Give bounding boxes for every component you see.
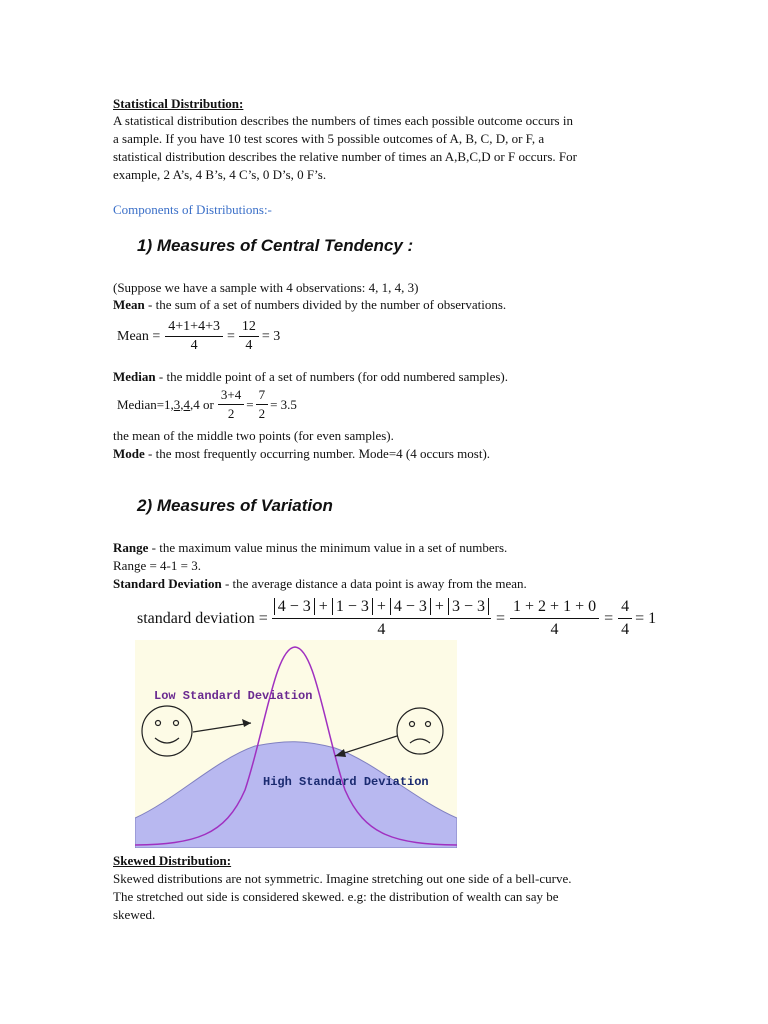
intro-line-4: example, 2 A’s, 4 B’s, 4 C’s, 0 D’s, 0 F’s. xyxy=(113,167,327,182)
sd-numerator-2: 1 + 2 + 1 + 0 xyxy=(510,596,599,619)
median-term: Median xyxy=(113,369,156,384)
happy-face-icon xyxy=(142,706,192,756)
sd-plus: + xyxy=(318,598,328,615)
median-denominator-1: 2 xyxy=(227,406,235,421)
sd-numerator-3: 4 xyxy=(618,596,632,619)
skewed-line-1: Skewed distributions are not symmetric. Imagine stretching out one side of a bell-curve. xyxy=(113,871,572,886)
mean-fraction-2 xyxy=(239,318,259,355)
sample-note: (Suppose we have a sample with 4 observations: 4, 1, 4, 3) xyxy=(113,280,419,295)
skewed-line-2: The stretched out side is considered skewed. e.g: the distribution of wealth can say be xyxy=(113,889,559,904)
median-def: - the middle point of a set of numbers (for odd numbered samples). xyxy=(155,369,508,384)
sd-numerator-1 xyxy=(272,596,491,619)
mean-numerator-1: 4+1+4+3 xyxy=(165,318,223,337)
mean-denominator-2: 4 xyxy=(245,338,253,353)
mode-definition xyxy=(113,445,490,463)
sd-term: Standard Deviation xyxy=(113,576,222,591)
sd-abs-term: 4 − 3 xyxy=(390,598,431,615)
sd-fraction-2 xyxy=(510,596,599,641)
mode-def: - the most frequently occurring number. Mode=4 (4 occurs most). xyxy=(144,446,491,461)
intro-line-2: a sample. If you have 10 test scores with 5 possible outcomes of A, B, C, D, or F, a xyxy=(113,131,545,146)
sd-denominator-1: 4 xyxy=(377,621,386,638)
high-std-label: High Standard Deviation xyxy=(263,775,429,789)
section1-heading: 1) Measures of Central Tendency : xyxy=(137,236,414,255)
skewed-line-3: skewed. xyxy=(113,907,156,922)
median-result: = 3.5 xyxy=(270,396,297,412)
mean-definition xyxy=(113,296,506,314)
median-numerator-1: 3+4 xyxy=(218,386,244,405)
median-middle: 3,4, xyxy=(173,396,194,412)
mean-formula xyxy=(117,318,280,355)
sd-result: = 1 xyxy=(635,609,657,627)
median-equals: = xyxy=(246,396,254,412)
median-fraction-2 xyxy=(256,386,269,423)
low-std-label: Low Standard Deviation xyxy=(154,689,313,703)
mean-equals: = xyxy=(226,328,235,344)
range-def: - the maximum value minus the minimum value in a set of numbers. xyxy=(148,540,508,555)
mean-term: Mean xyxy=(113,297,145,312)
median-denominator-2: 2 xyxy=(258,406,266,421)
range-calc: Range = 4-1 = 3. xyxy=(113,558,201,573)
median-definition xyxy=(113,368,508,386)
median-even: the mean of the middle two points (for even samples). xyxy=(113,428,394,443)
sd-lhs: standard deviation = xyxy=(137,609,268,627)
sd-equals-1: = xyxy=(495,609,506,627)
std-deviation-figure xyxy=(135,640,457,848)
sad-face-icon xyxy=(397,708,443,754)
mean-fraction-1 xyxy=(165,318,223,355)
sd-denominator-3: 4 xyxy=(621,621,630,638)
sd-fraction-1 xyxy=(272,596,491,641)
mode-term: Mode xyxy=(113,446,145,461)
intro-title: Statistical Distribution: xyxy=(113,96,244,111)
mean-formula-lhs: Mean = xyxy=(117,328,161,344)
sd-abs-term: 1 − 3 xyxy=(332,598,373,615)
sd-definition xyxy=(113,575,527,593)
intro-line-3: statistical distribution describes the relative number of times an A,B,C,D or F occurs. For xyxy=(113,149,577,164)
skewed-title: Skewed Distribution: xyxy=(113,853,232,868)
sd-plus: + xyxy=(434,598,444,615)
sd-denominator-2: 4 xyxy=(550,621,559,638)
sd-fraction-3 xyxy=(618,596,632,641)
median-formula xyxy=(117,386,297,423)
mean-def: - the sum of a set of numbers divided by the number of observations. xyxy=(144,297,507,312)
intro-line-1: A statistical distribution describes the numbers of times each possible outcome occurs in xyxy=(113,113,573,128)
range-term: Range xyxy=(113,540,149,555)
sd-formula xyxy=(137,596,656,641)
median-numerator-2: 7 xyxy=(256,386,269,405)
median-lhs: Median=1, xyxy=(117,396,174,412)
sd-abs-term: 4 − 3 xyxy=(274,598,315,615)
section2-heading: 2) Measures of Variation xyxy=(137,496,333,515)
mean-denominator-1: 4 xyxy=(190,338,198,353)
sd-abs-term: 3 − 3 xyxy=(448,598,489,615)
mean-result: = 3 xyxy=(261,328,281,344)
sd-plus: + xyxy=(376,598,386,615)
range-definition xyxy=(113,539,507,557)
median-rest: 4 or xyxy=(193,396,214,412)
components-label: Components of Distributions:- xyxy=(113,202,272,217)
sd-def: - the average distance a data point is away from the mean. xyxy=(221,576,527,591)
sd-equals-2: = xyxy=(604,609,614,627)
median-fraction-1 xyxy=(218,386,244,423)
mean-numerator-2: 12 xyxy=(239,318,259,337)
